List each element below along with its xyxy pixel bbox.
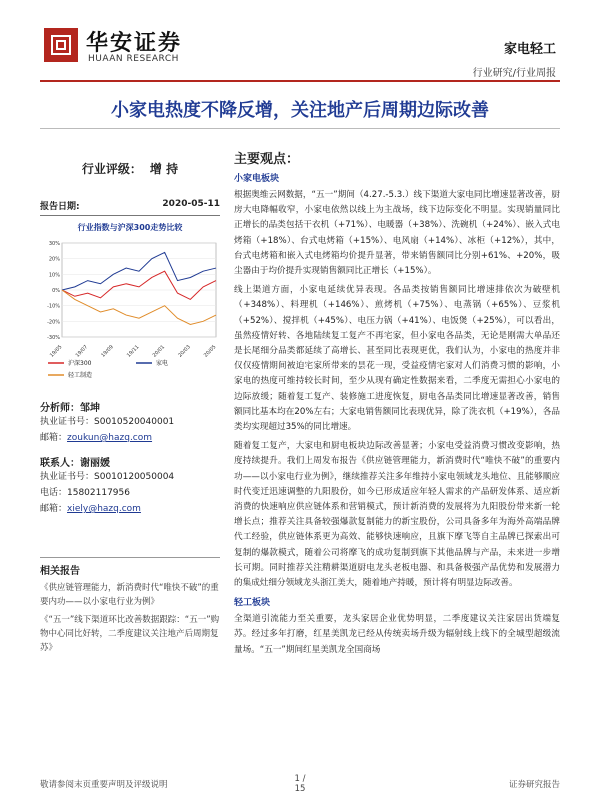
- contact-phone: 电话：15802117956: [40, 488, 130, 498]
- x-tick-label: 19/11: [125, 344, 141, 359]
- chart-title: 行业指数与沪深300走势比较: [77, 223, 183, 232]
- analyst-email-label: 邮箱：: [40, 433, 68, 443]
- rating-label: 行业评级：: [81, 162, 142, 176]
- report-title: 小家电热度不降反增，关注地产后周期边际改善: [111, 100, 489, 121]
- page-number: 1 / 15: [294, 774, 306, 794]
- section-appliance: 小家电板块: [234, 174, 280, 184]
- section-light-industry: 轻工板块: [234, 598, 271, 609]
- series-line-0: [62, 271, 216, 299]
- industry-rating: [40, 160, 220, 177]
- report-header: [0, 0, 600, 92]
- date-label: 报告日期:: [40, 202, 80, 212]
- y-tick-label: 0%: [52, 288, 60, 294]
- contact-email-link[interactable]: xiely@hazq.com: [67, 504, 141, 514]
- y-tick-label: 30%: [48, 241, 60, 247]
- y-tick-label: -20%: [47, 319, 60, 326]
- legend-label: 沪深300: [68, 360, 92, 367]
- analyst-name: 分析师：邹坤: [40, 403, 100, 414]
- series-line-2: [62, 290, 216, 324]
- paragraph-4: 全渠道引流能力至关重要，龙头家居企业优势明显，二季度建议关注家居出货端复苏。经过多年打磨，红星美凯龙已经从传统卖场升级为辐射线上线下的全城型超级流量场。“五一”期间红星美凯龙全国商场: [234, 614, 560, 655]
- paragraph-3: 随着复工复产，大家电和厨电板块边际改善显著；小家电受益消费习惯改变影响，热度持续提升。我们上周发布报告《供应链管理能力，新消费时代“唯快不破”的重要内功——以小家电行业为例》，继续推荐关注多年维持小家电领域龙头地位、且能够顺应时代变迁迅速调整的九阳股份，如今已形成适应年轻人需求的产品研发体系、适应新消费的快速响应供应链体系和营销模式，预计新消费的发展将为九阳股份带来新一轮增长点；推荐关注具备较强爆款复制能力的新宝股份，公司具备多年为海外高端品牌代工经验，供应链体系更为高效、能够快速响应，且旗下摩飞等自主品牌已探索出可复制的爆款模式，随着公司将摩飞的成功复制到旗下其他品牌与产品，未来进一步增长可期。同时推荐关注精耕渠道厨电龙头老板电器、和具备极强产品优势和发展潜力的集成灶细分领域龙头浙江美大，随着地产持暖，预计将有明显边际改善。: [234, 441, 560, 589]
- legend-label: 轻工制造: [68, 372, 93, 379]
- analyst-email-row: [40, 430, 220, 446]
- paragraph-2: 线上渠道方面，小家电延续优异表现。各品类按销售额同比增速排依次为破壁机（+348%）、料理机（+146%）、煎烤机（+75%）、电蒸锅（+65%）、豆浆机（+52%）、搅拌机（+45%）、电压力锅（+41%）、电饭煲（+25%），可以看出，虽然疫情好转、各地陆续复工复产不再宅家，但小家电各品类，无论是刚需大单品还是长尾细分品类都延续了高增长、甚至同比表现更优，我们认为，小家电的热度并非仅仅疫情期间被迫宅家所带来的昙花一现，受益疫情宅家对人们消费习惯的影响，小家电的热度可维持较长时间，至少从现有确定性数据来看，二季度无需担心小家电的边际放缓；随着复工复产、装修施工进度恢复，厨电各品类同比增速显著改善，销售额同比基本均在20%左右；大家电销售额同比表现优异，除了洗衣机（+19%），各品类均实现超过35%的同比增速。: [234, 285, 560, 433]
- index-comparison-chart: [40, 237, 220, 387]
- contact-email-label: 邮箱：: [40, 504, 68, 514]
- footer-report-label: 证券研究报告: [508, 780, 560, 790]
- company-logo-icon: [44, 28, 78, 62]
- y-tick-label: -10%: [47, 303, 60, 310]
- x-tick-label: 20/01: [151, 344, 167, 359]
- page-footer: [40, 774, 560, 794]
- x-tick-label: 20/05: [202, 344, 218, 359]
- series-line-1: [62, 252, 216, 290]
- analyst-email-link[interactable]: zoukun@hazq.com: [67, 433, 153, 443]
- sector-label: 家电轻工: [503, 42, 556, 57]
- date-value: 2020-05-11: [162, 199, 220, 209]
- key-points-heading: 主要观点：: [234, 152, 300, 167]
- title-divider: [40, 128, 560, 129]
- contact-email-row: [40, 501, 220, 517]
- contact-name: 联系人：谢丽媛: [40, 458, 110, 469]
- header-divider: [40, 80, 560, 82]
- related-report-item[interactable]: 《供应链管理能力，新消费时代“唯快不破”的重要内功——以小家电行业为例》: [40, 583, 219, 607]
- rating-value: 增 持: [149, 162, 179, 176]
- x-tick-label: 20/03: [177, 344, 192, 359]
- x-tick-label: 19/05: [48, 344, 64, 359]
- legend-label: 家电: [156, 360, 169, 367]
- report-date-row: [40, 199, 220, 216]
- report-type: 行业研究/行业周报: [472, 68, 556, 79]
- paragraph-1: 根据奥维云网数据，“五一”期间（4.27.-5.3.）线下渠道大家电同比增速显著改善，厨房大电降幅收窄，小家电依然以线上为主战场，线下边际变化不明显。实现销量同比正增长的品类包括干衣机（+71%）、电暖器（+38%）、洗碗机（+24%）、嵌入式电烤箱（+18%）、台式电烤箱（+15%）、电风扇（+14%）、冰柜（+12%），其中，台式电烤箱和嵌入式电烤箱均价提升显著，带来销售额同比分别+61%、+20%，吸尘器由于均价提升实现销售额同比正增长（+15%）。: [234, 190, 560, 277]
- related-report-item[interactable]: 《“五一”线下渠道环比改善数据跟踪：“五一”购物中心同比好转，二季度建议关注地产后周期复苏》: [40, 615, 220, 653]
- y-tick-label: -30%: [47, 335, 60, 341]
- footer-disclaimer: 敬请参阅末页重要声明及评级说明: [40, 780, 168, 790]
- analyst-cert: 执业证书号：S0010520040001: [40, 417, 175, 427]
- y-tick-label: 10%: [48, 272, 60, 279]
- y-tick-label: 20%: [48, 256, 60, 263]
- x-tick-label: 19/09: [100, 344, 115, 359]
- related-reports-title: 相关报告: [40, 557, 220, 577]
- logo-text-cn: 华安证券: [86, 30, 183, 56]
- left-sidebar: [40, 140, 220, 655]
- logo-text-en: HUAAN RESEARCH: [88, 54, 179, 64]
- contact-cert: 执业证书号：S0010120050004: [40, 472, 175, 482]
- main-content: [234, 148, 560, 658]
- x-tick-label: 19/07: [74, 344, 90, 359]
